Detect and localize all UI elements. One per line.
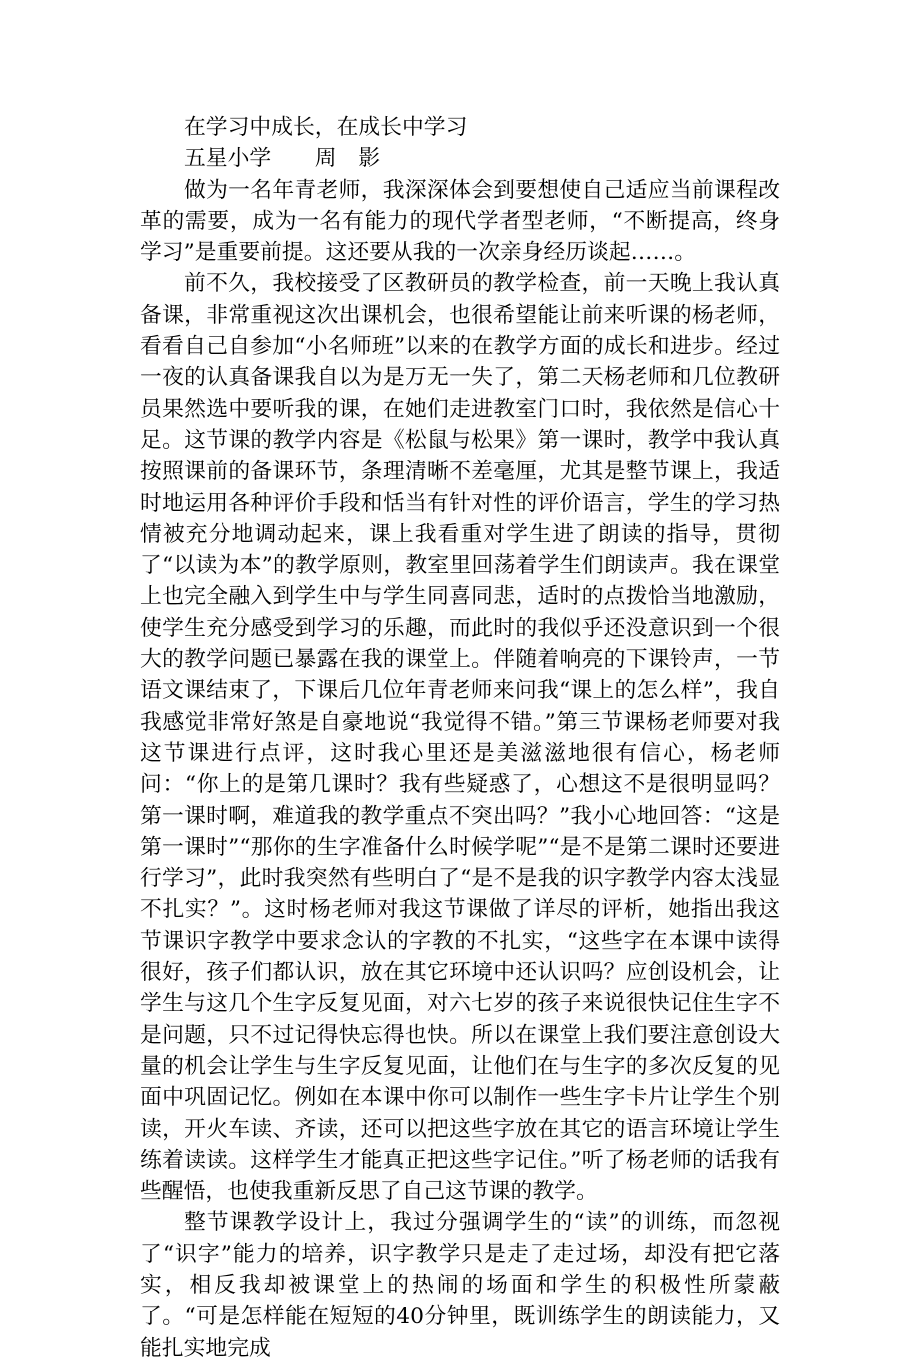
paragraph-story: 前不久，我校接受了区教研员的教学检查，前一天晚上我认真备课，非常重视这次出课机会，也很希望能让前来听课的杨老师，看看自己自参加“小名师班”以来的在教学方面的成长和进步。经过一夜的认真备课我自以为是万无一失了，第二天杨老师和几位教研员果然选中要听我的课，在她们走进教室门口时，我依然是信心十足。这节课的教学内容是《松鼠与松果》第一课时，教学中我认真按照课前的备课环节，条理清晰不差毫厘，尤其是整节课上，我适时地运用各种评价手段和恬当有针对性的评价语言，学生的学习热情被充分地调动起来，课上我看重对学生进了朗读的指导，贯彻了“以读为本”的教学原则，教室里回荡着学生们朗读声。我在课堂上也完全融入到学生中与学生同喜同悲，适时的点拨恰当地激励，使学生充分感受到学习的乐趣，而此时的我似乎还没意识到一个很大的教学问题已暴露在我的课堂上。伴随着响亮的下课铃声，一节语文课结束了，下课后几位年青老师来问我“课上的怎么样”，我自我感觉非常好煞是自豪地说“我觉得不错。”第三节课杨老师要对我这节课进行点评，这时我心里还是美滋滋地很有信心，杨老师问：“你上的是第几课时？我有些疑惑了，心想这不是很明显吗？第一课时啊，难道我的教学重点不突出吗？”我小心地回答：“这是第一课时”“那你的生字准备什么时候学呢”“是不是第二课时还要进行学习”，此时我突然有些明白了“是不是我的识字教学内容太浅显不扎实？”。这时杨老师对我这节课做了详尽的评析，她指出我这节课识字教学中要求念认的字教的不扎实，“这些字在本课中读得很好，孩子们都认识，放在其它环境中还认识吗？应创设机会，让学生与这几个生字反复见面，对六七岁的孩子来说很快记住生字不是问题，只不过记得快忘得也快。所以在课堂上我们要注意创设大量的机会让学生与生字反复见面，让他们在与生字的多次反复的见面中巩固记忆。例如在本课中你可以制作一些生字卡片让学生个别读，开火车读、齐读，还可以把这些字放在其它的语言环境让学生练着读读。这样学生才能真正把这些字记住。”听了杨老师的话我有些醒悟，也使我重新反思了自己这节课的教学。 bbox=[140, 271, 780, 1205]
paragraph-intro: 做为一名年青老师，我深深体会到要想使自己适应当前课程改革的需要，成为一名有能力的现代学者型老师，“不断提高，终身学习”是重要前提。这还要从我的一次亲身经历谈起……。 bbox=[140, 177, 780, 266]
document-page bbox=[140, 112, 780, 1364]
author-byline: 五星小学 周 影 bbox=[184, 146, 381, 172]
document-title: 在学习中成长，在成长中学习 bbox=[184, 115, 468, 140]
paragraph-reflection: 整节课教学设计上，我过分强调学生的“读”的训练，而忽视了“识字”能力的培养，识字教学只是走了走过场，却没有把它落实，相反我却被课堂上的热闹的场面和学生的积极性所蒙蔽了。“可是怎样能在短短的40分钟里，既训练学生的朗读能力，又能扎实地完成 bbox=[140, 1210, 780, 1361]
